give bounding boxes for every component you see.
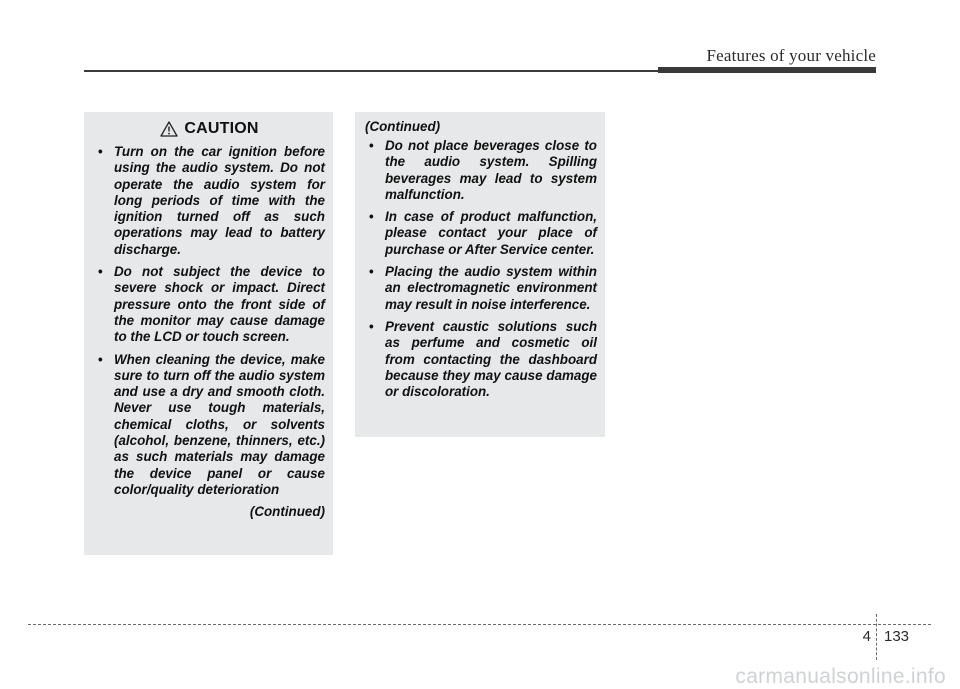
header-rule-accent bbox=[658, 67, 876, 73]
list-item: • When cleaning the device, make sure to turn off the audio system and use a dry and smooth cloth. Never use tough materials, chemical cloths, or solvents (alcohol, benzene, thinners, etc.) as such materials may damage the device panel or cause color/quality deterioration bbox=[94, 352, 325, 499]
caution-title: CAUTION bbox=[184, 120, 259, 137]
caution-panel-left bbox=[84, 112, 333, 555]
list-item: • Do not subject the device to severe shock or impact. Direct pressure onto the front side of the monitor may cause damage to the LCD or touch screen. bbox=[94, 264, 325, 345]
list-item: • Turn on the car ignition before using the audio system. Do not operate the audio system for long periods of time with the ignition turned off as such operations may lead to battery discharge. bbox=[94, 144, 325, 258]
continued-label: (Continued) bbox=[365, 119, 441, 134]
caution-list-right bbox=[365, 138, 597, 400]
warning-triangle-icon bbox=[160, 121, 178, 137]
list-item: • Placing the audio system within an electromagnetic environment may result in noise interference. bbox=[365, 264, 597, 313]
page-number: 133 bbox=[884, 628, 910, 645]
caution-heading bbox=[94, 120, 325, 138]
page-header-title: Features of your vehicle bbox=[706, 46, 876, 65]
continued-label: (Continued) bbox=[249, 504, 325, 520]
page-number-separator bbox=[876, 614, 877, 660]
chapter-number: 4 bbox=[862, 628, 871, 645]
watermark: carmanualsonline.info bbox=[735, 665, 946, 688]
list-item: • Do not place beverages close to the audio system. Spilling beverages may lead to system malfunction. bbox=[365, 138, 597, 203]
list-item: • In case of product malfunction, please contact your place of purchase or After Service center. bbox=[365, 209, 597, 258]
list-item: • Prevent caustic solutions such as perfume and cosmetic oil from contacting the dashboard because they may cause damage or discoloration. bbox=[365, 319, 597, 400]
footer-rule bbox=[28, 624, 931, 625]
caution-list-left bbox=[94, 144, 325, 498]
caution-panel-right bbox=[355, 112, 605, 437]
